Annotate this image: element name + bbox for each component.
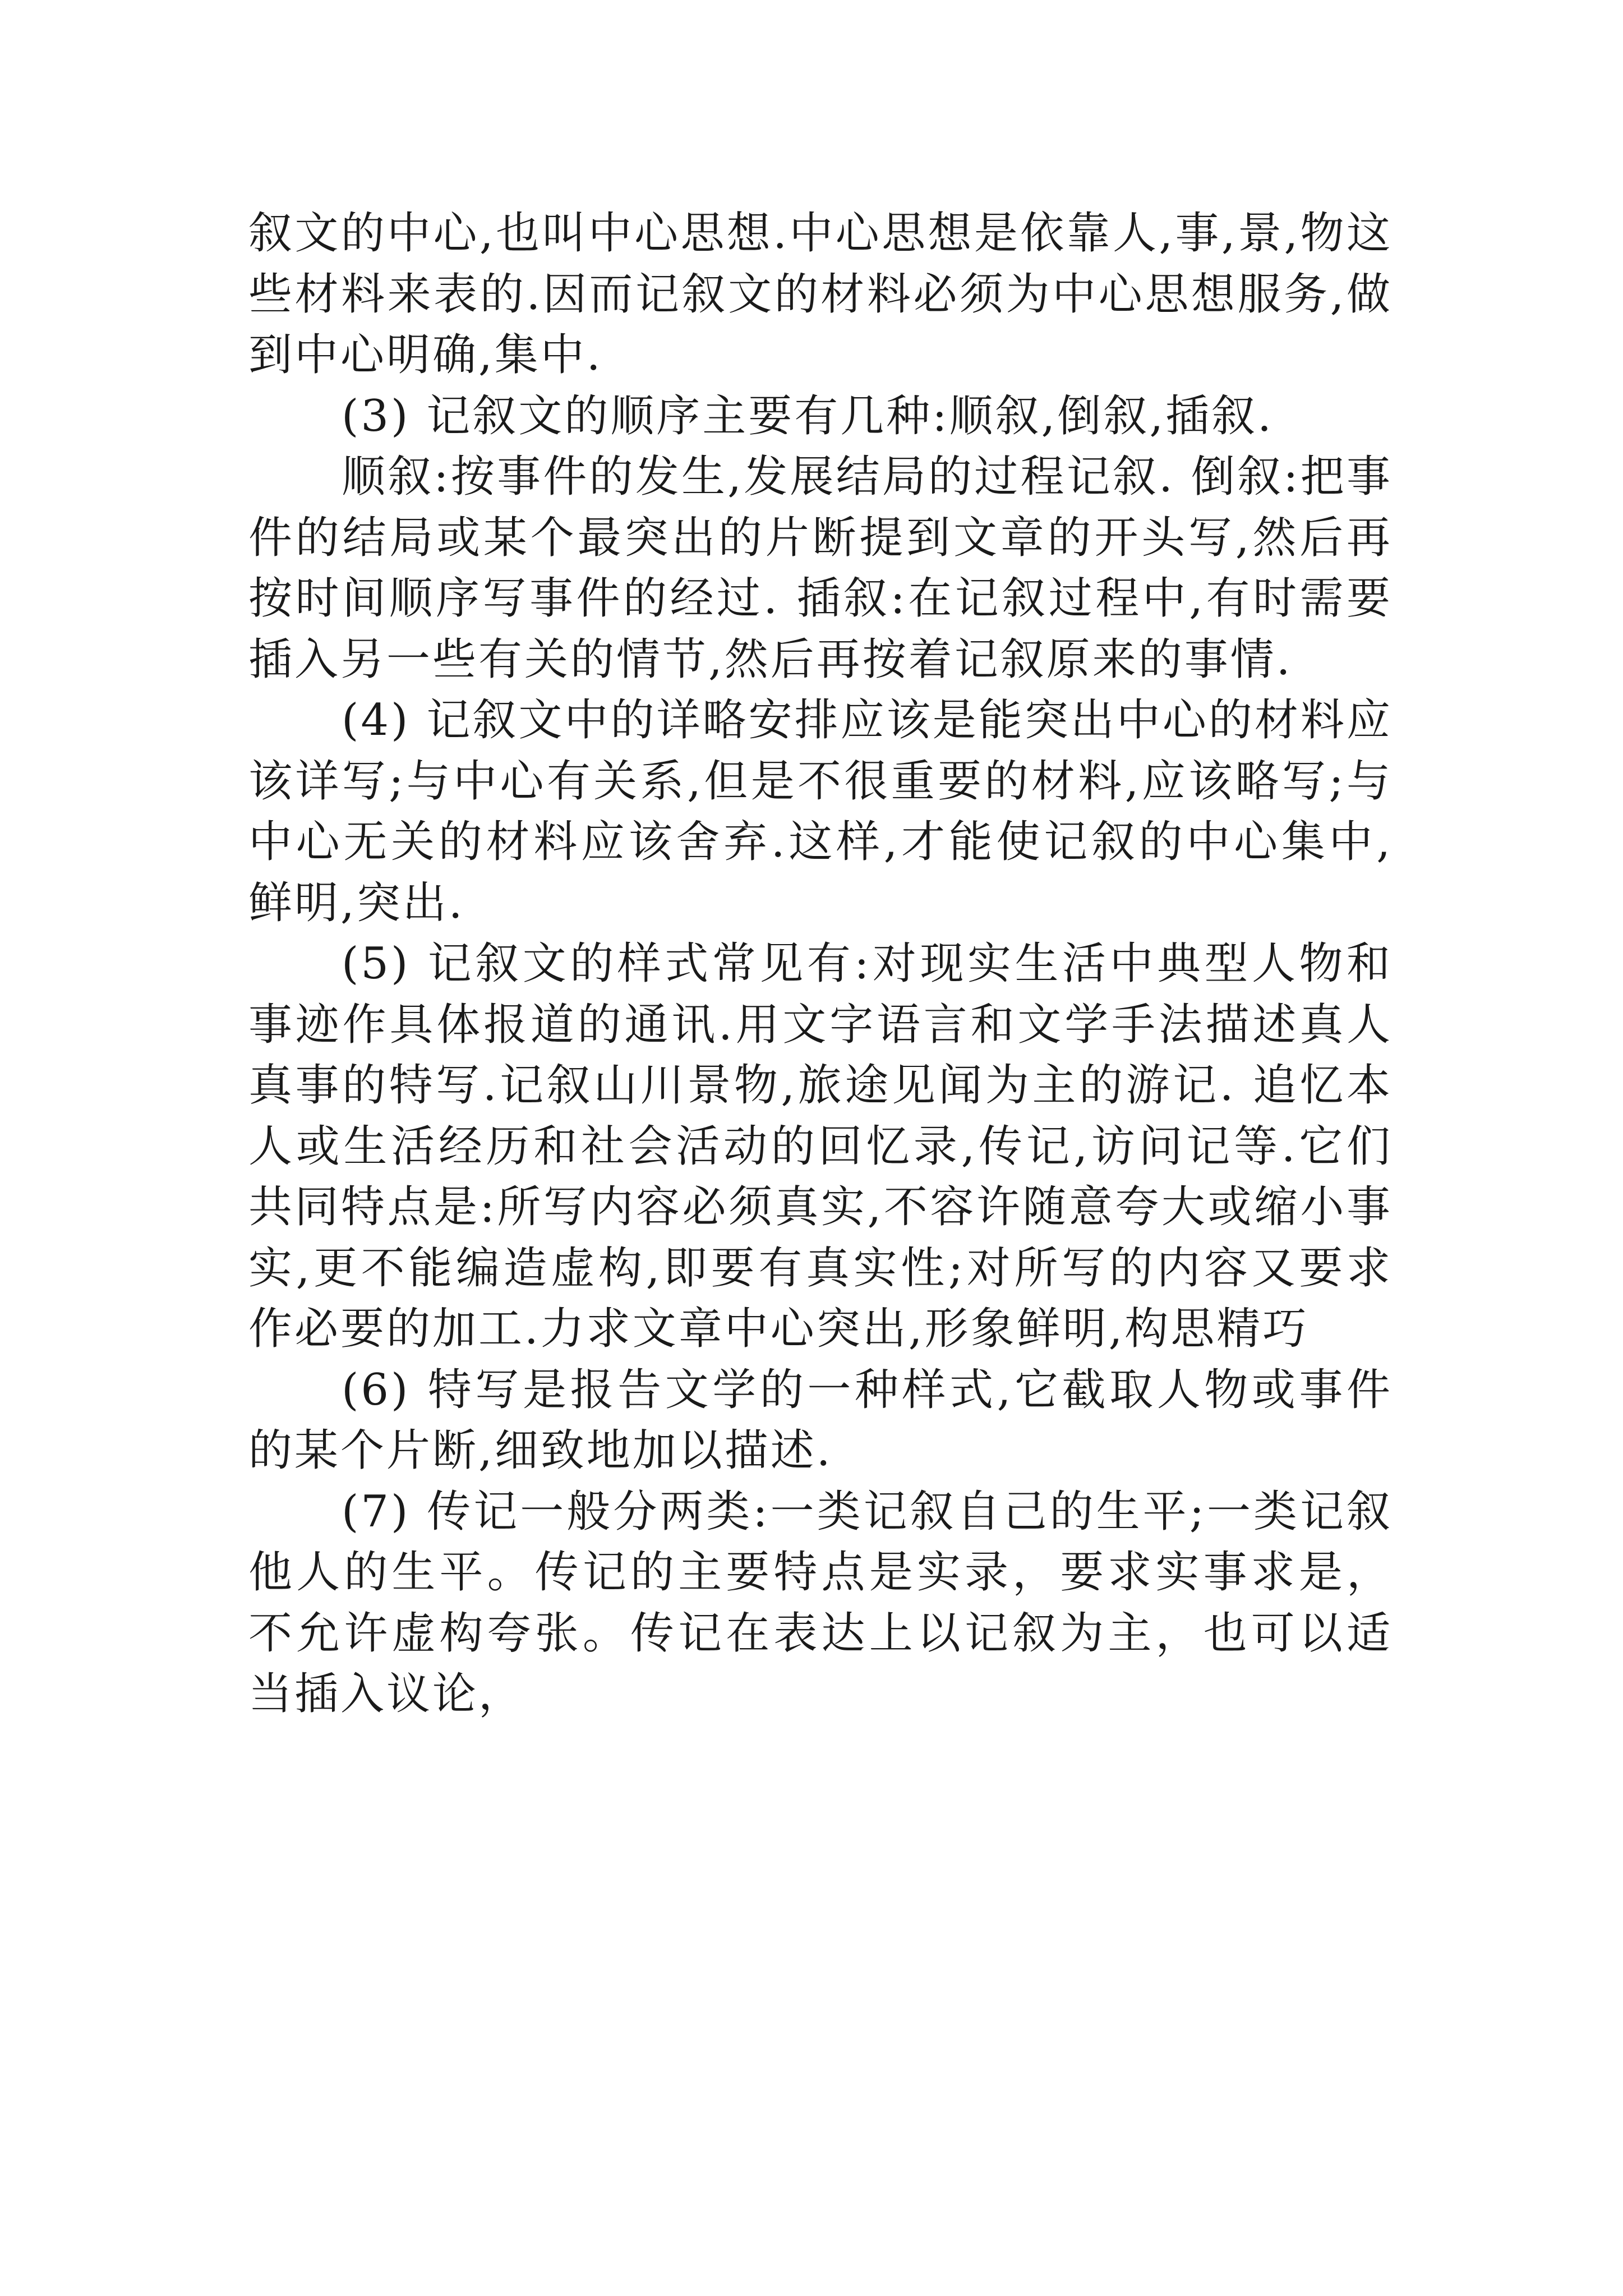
paragraph-point-7: (7) 传记一般分两类:一类记叙自己的生平;一类记叙他人的生平。传记的主要特点是实录，要求实事求是，不允许虚构夸张。传记在表达上以记叙为主，也可以适当插入议论， — [248, 1486, 1393, 1719]
paragraph-point-6: (6) 特写是报告文学的一种样式,它截取人物或事件的某个片断,细致地加以描述. — [248, 1364, 1393, 1476]
document-body — [248, 203, 1393, 1725]
paragraph-point-4: (4) 记叙文中的详略安排应该是能突出中心的材料应该详写;与中心有关系,但是不很重要的材料,应该略写;与中心无关的材料应该舍弃.这样,才能使记叙的中心集中,鲜明,突出. — [248, 695, 1393, 928]
paragraph-point-5: (5) 记叙文的样式常见有:对现实生活中典型人物和事迹作具体报道的通讯.用文字语言和文学手法描述真人真事的特写.记叙山川景物,旅途见闻为主的游记. 追忆本人或生活经历和社会活动的回忆录,传记,访问记等.它们共同特点是:所写内容必须真实,不容许随意夸大或缩小事实,更不能编造虚构,即要有真实性;对所写的内容又要求作必要的加工.力求文章中心突出,形象鲜明,构思精巧 — [248, 938, 1393, 1354]
paragraph-center-idea: 叙文的中心,也叫中心思想.中心思想是依靠人,事,景,物这些材料来表的.因而记叙文的材料必须为中心思想服务,做到中心明确,集中. — [248, 208, 1393, 380]
paragraph-narrative-order: 顺叙:按事件的发生,发展结局的过程记叙. 倒叙:把事件的结局或某个最突出的片断提到文章的开头写,然后再按时间顺序写事件的经过. 插叙:在记叙过程中,有时需要插入另一些有关的情节,然后再按着记叙原来的事情. — [248, 452, 1393, 685]
paragraph-point-3: (3) 记叙文的顺序主要有几种:顺叙,倒叙,插叙. — [342, 390, 1274, 441]
